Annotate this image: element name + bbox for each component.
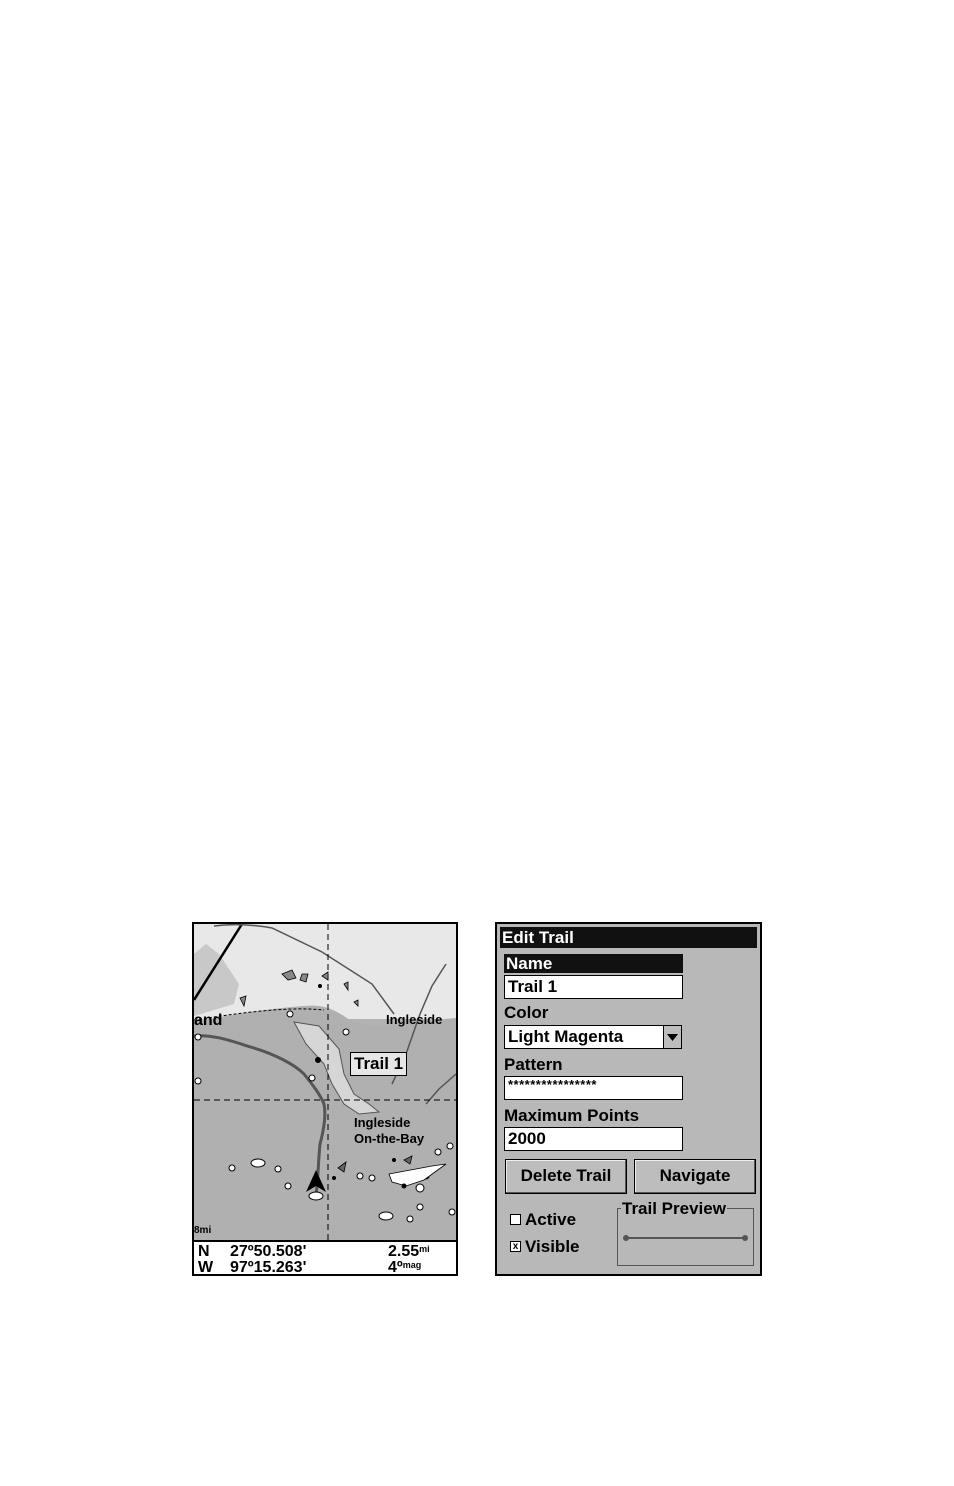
- heading-value: 4º: [388, 1259, 403, 1276]
- longitude-value: 97º15.263': [230, 1259, 307, 1276]
- active-checkbox[interactable]: [510, 1214, 521, 1225]
- map-marker: [416, 1184, 424, 1192]
- map-screen[interactable]: [192, 922, 458, 1276]
- map-marker: [195, 1078, 201, 1084]
- delete-trail-button[interactable]: Delete Trail: [505, 1159, 627, 1194]
- latitude-value: 27º50.508': [230, 1243, 307, 1260]
- dialog-title: Edit Trail: [500, 927, 757, 948]
- map-marker: [447, 1143, 453, 1149]
- visible-label: Visible: [525, 1237, 580, 1256]
- map-marker: [369, 1175, 375, 1181]
- map-marker: [343, 1029, 349, 1035]
- waypoint-dot: [315, 1057, 321, 1063]
- waypoint-dot: [318, 984, 322, 988]
- color-label: Color: [504, 1003, 549, 1022]
- dropdown-button[interactable]: [663, 1025, 682, 1049]
- map-marker: [309, 1075, 315, 1081]
- waypoint-dot: [402, 1184, 407, 1189]
- trail-preview-title: Trail Preview: [622, 1199, 726, 1218]
- navigation-readout: [194, 1240, 456, 1276]
- waypoint-dot: [392, 1158, 396, 1162]
- place-label-island: and: [194, 1012, 223, 1029]
- place-label-ingleside-on-the-bay-line2: On-the-Bay: [354, 1131, 425, 1146]
- maximum-points-label: Maximum Points: [504, 1106, 640, 1125]
- scale-label: 8mi: [194, 1225, 212, 1236]
- visible-checkbox[interactable]: x: [510, 1241, 521, 1252]
- pattern-field[interactable]: ****************: [504, 1076, 683, 1100]
- map-marker: [407, 1216, 413, 1222]
- map-marker: [229, 1165, 235, 1171]
- map-marker: [287, 1011, 293, 1017]
- place-label-ingleside-on-the-bay: Ingleside: [354, 1115, 411, 1130]
- trail-callout[interactable]: Trail 1: [350, 1052, 407, 1076]
- waypoint-dot: [332, 1176, 336, 1180]
- map-canvas[interactable]: [194, 924, 456, 1240]
- distance-unit: mi: [419, 1244, 430, 1254]
- navigate-button[interactable]: Navigate: [634, 1159, 756, 1194]
- map-marker: [251, 1159, 265, 1167]
- map-marker: [379, 1212, 393, 1220]
- map-marker: [417, 1204, 423, 1210]
- edit-trail-dialog: [495, 922, 762, 1276]
- map-marker: [449, 1209, 455, 1215]
- longitude-hemisphere: W: [198, 1259, 214, 1276]
- maximum-points-field[interactable]: 2000: [504, 1127, 683, 1151]
- map-marker: [275, 1166, 281, 1172]
- place-label-ingleside: Ingleside: [386, 1012, 443, 1027]
- map-marker: [357, 1173, 363, 1179]
- heading-unit: mag: [402, 1260, 422, 1270]
- distance-readout: [388, 1243, 430, 1260]
- color-select[interactable]: [504, 1025, 682, 1049]
- map-marker: [435, 1149, 441, 1155]
- map-marker: [309, 1192, 323, 1200]
- heading-readout: [388, 1259, 421, 1276]
- name-field[interactable]: Trail 1: [504, 975, 683, 999]
- pattern-label: Pattern: [504, 1055, 563, 1074]
- latitude-hemisphere: N: [198, 1243, 210, 1260]
- map-marker: [195, 1034, 201, 1040]
- name-label: Name: [504, 954, 683, 973]
- color-select-value: Light Magenta: [504, 1025, 664, 1049]
- distance-value: 2.55: [388, 1243, 420, 1260]
- map-marker: [285, 1183, 291, 1189]
- active-label: Active: [525, 1210, 577, 1229]
- chevron-down-icon: [664, 1026, 681, 1048]
